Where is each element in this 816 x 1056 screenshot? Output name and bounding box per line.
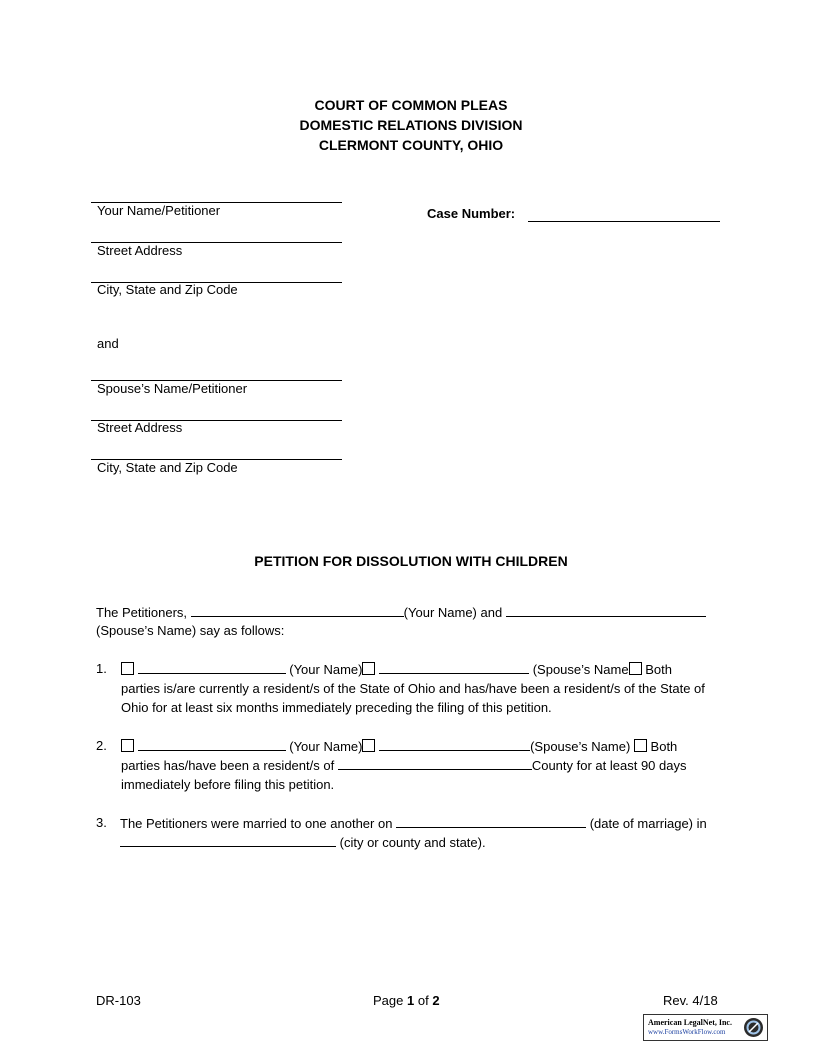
item-1-your-name-checkbox[interactable] — [121, 662, 134, 675]
item-1-your-name-field[interactable] — [138, 661, 286, 674]
item-2-line-3: immediately before filing this petition. — [121, 777, 335, 792]
item-2-both-checkbox[interactable] — [634, 739, 647, 752]
revision: Rev. 4/18 — [663, 993, 718, 1008]
item-1-spouse-name-field[interactable] — [379, 661, 529, 674]
case-number-field[interactable] — [528, 221, 720, 222]
item-1-both-checkbox[interactable] — [629, 662, 642, 675]
item-3-date-field[interactable] — [396, 815, 586, 828]
page-current: 1 — [407, 993, 415, 1008]
item-3-line-1 — [120, 815, 707, 831]
intro-prefix: The Petitioners, — [96, 605, 188, 620]
intro-spouse-name-label: (Spouse’s Name) say as follows: — [96, 623, 285, 638]
item-2-number: 2. — [96, 738, 107, 753]
page-word: Page — [373, 993, 404, 1008]
and-text: and — [97, 336, 119, 351]
division-name: DOMESTIC RELATIONS DIVISION — [299, 117, 523, 133]
item-2-spouse-name-field[interactable] — [379, 738, 530, 751]
item-2-spouse-name-label: (Spouse’s Name) — [530, 739, 631, 754]
item-2-your-name-field[interactable] — [138, 738, 286, 751]
item-3-married-text: The Petitioners were married to one another on — [120, 816, 393, 831]
item-3-number: 3. — [96, 815, 107, 830]
case-number-label: Case Number: — [427, 206, 516, 221]
item-2-both-label: Both — [650, 739, 678, 754]
american-legalnet-logo[interactable] — [643, 1014, 768, 1041]
item-1-line-1 — [121, 661, 672, 677]
intro-your-name-field[interactable] — [191, 604, 404, 617]
item-3-place-label: (city or county and state). — [339, 835, 486, 850]
page-indicator — [373, 993, 440, 1008]
street-address-label-1: Street Address — [97, 243, 183, 258]
item-2-line-1 — [121, 738, 677, 754]
page-of: of — [417, 993, 429, 1008]
item-1-line-2: parties is/are currently a resident/s of the State of Ohio and has/have been a resident/s of the State of — [121, 681, 705, 696]
item-2-your-name-checkbox[interactable] — [121, 739, 134, 752]
item-2-spouse-name-checkbox[interactable] — [362, 739, 375, 752]
item-1-spouse-name-checkbox[interactable] — [362, 662, 375, 675]
item-3-place-field[interactable] — [120, 834, 336, 847]
item-2-county-field[interactable] — [338, 757, 532, 770]
county-name: CLERMONT COUNTY, OHIO — [318, 137, 504, 153]
item-3-line-2 — [120, 834, 486, 850]
item-1-your-name-label: (Your Name) — [289, 662, 363, 677]
item-3-date-label: (date of marriage) in — [589, 816, 707, 831]
city-state-zip-label-2: City, State and Zip Code — [97, 460, 238, 475]
globe-icon — [743, 1017, 764, 1038]
city-state-zip-label-1: City, State and Zip Code — [97, 282, 238, 297]
street-address-label-2: Street Address — [97, 420, 183, 435]
form-id: DR-103 — [96, 993, 141, 1008]
item-1-both-label: Both — [645, 662, 672, 677]
intro-line-1 — [96, 604, 706, 620]
item-2-your-name-label: (Your Name) — [289, 739, 363, 754]
item-1-spouse-name-label: (Spouse’s Name — [532, 662, 629, 677]
item-2-county-text: County for at least 90 days — [531, 758, 687, 773]
court-name: COURT OF COMMON PLEAS — [314, 97, 508, 113]
item-2-resident-text: parties has/have been a resident/s of — [121, 758, 335, 773]
item-2-line-2 — [121, 757, 686, 773]
spouse-name-label: Spouse’s Name/Petitioner — [97, 381, 248, 396]
logo-site: www.FormsWorkFlow.com — [648, 1028, 726, 1036]
intro-spouse-name-field[interactable] — [506, 604, 706, 617]
intro-your-name-label: (Your Name) and — [403, 605, 503, 620]
logo-company: American LegalNet, Inc. — [648, 1018, 732, 1027]
item-1-number: 1. — [96, 661, 107, 676]
your-name-label: Your Name/Petitioner — [97, 203, 221, 218]
page-total: 2 — [432, 993, 440, 1008]
document-title: PETITION FOR DISSOLUTION WITH CHILDREN — [254, 553, 568, 569]
item-1-line-3: Ohio for at least six months immediately preceding the filing of this petition. — [121, 700, 552, 715]
